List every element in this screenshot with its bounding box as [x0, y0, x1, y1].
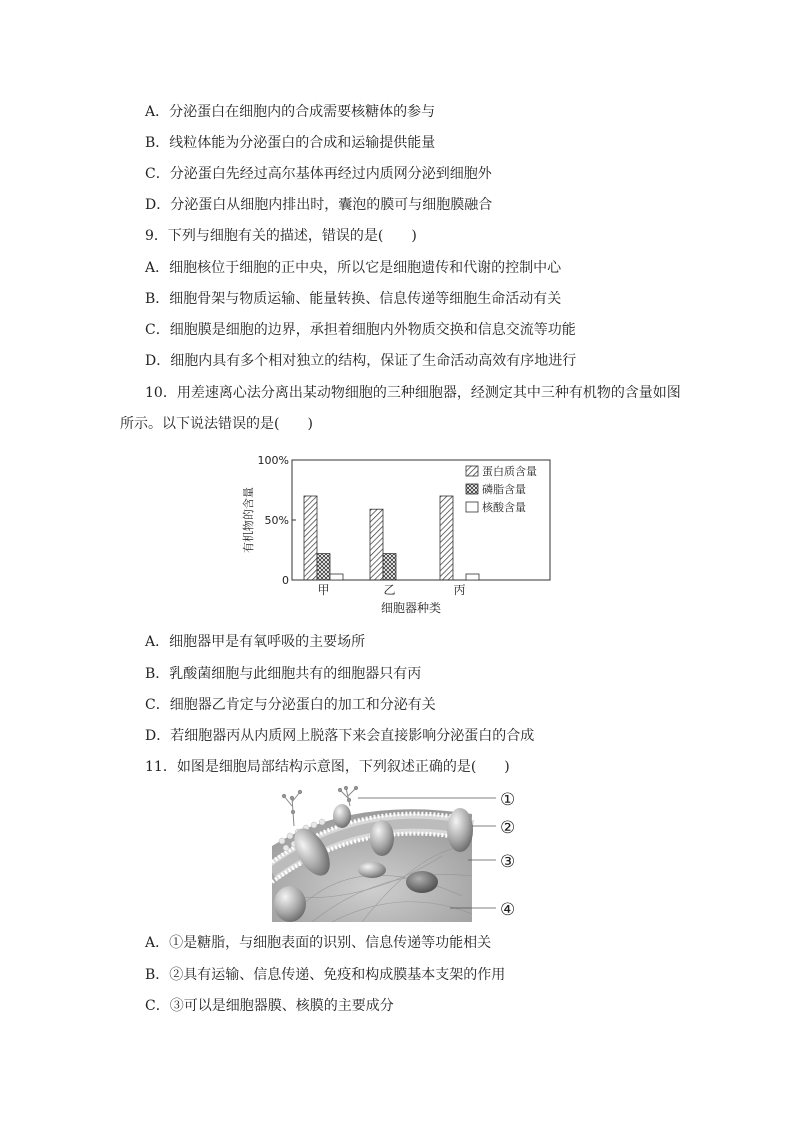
membrane-protein: [370, 820, 394, 856]
x-tick-label: 乙: [383, 583, 396, 597]
q10-option-b: B．乳酸菌细胞与此细胞共有的细胞器只有丙: [145, 666, 422, 682]
chart-text: [241, 454, 466, 615]
bar-核酸含量-丙: [466, 574, 479, 580]
y-tick-label: 100%: [257, 454, 289, 467]
label-4: ④: [500, 900, 516, 920]
label-2: ②: [500, 818, 516, 838]
membrane-protein: [333, 804, 351, 828]
legend-swatch: [466, 466, 478, 476]
q8-option-a: A．分泌蛋白在细胞内的合成需要核糖体的参与: [145, 104, 436, 120]
bar-蛋白质含量-乙: [370, 509, 383, 580]
q9-option-b: B．细胞骨架与物质运输、能量转换、信息传递等细胞生命活动有关: [145, 291, 562, 307]
membrane-protein: [274, 886, 306, 922]
bar-蛋白质含量-甲: [304, 496, 317, 580]
q10-option-c: C．细胞器乙肯定与分泌蛋白的加工和分泌有关: [145, 697, 436, 713]
q10-stem-line2: 所示。以下说法错误的是( ): [120, 416, 313, 432]
q11-option-c: C．③可以是细胞器膜、核膜的主要成分: [145, 998, 394, 1014]
cell-membrane-diagram: [272, 786, 532, 922]
bar-蛋白质含量-丙: [440, 496, 453, 580]
q10-option-a: A．细胞器甲是有氧呼吸的主要场所: [145, 634, 366, 650]
q9-option-a: A．细胞核位于细胞的正中央，所以它是细胞遗传和代谢的控制中心: [145, 260, 562, 276]
label-1: ①: [500, 790, 516, 810]
q11-stem: 11．如图是细胞局部结构示意图，下列叙述正确的是( ): [145, 759, 510, 775]
label-3: ③: [500, 852, 516, 872]
q10-option-d: D．若细胞器丙从内质网上脱落下来会直接影响分泌蛋白的合成: [145, 728, 535, 744]
membrane-protein: [447, 808, 473, 852]
q8-option-c: C．分泌蛋白先经过高尔基体再经过内质网分泌到细胞外: [145, 166, 492, 182]
q10-stem-line1: 10．用差速离心法分离出某动物细胞的三种细胞器，经测定其中三种有机物的含量如图: [145, 385, 681, 401]
y-tick-label: 0: [282, 574, 289, 587]
q9-option-c: C．细胞膜是细胞的边界，承担着细胞内外物质交换和信息交流等功能: [145, 322, 576, 338]
q9-option-d: D．细胞内具有多个相对独立的结构，保证了生命活动高效有序地进行: [145, 353, 577, 369]
chart-legend: [466, 464, 537, 514]
legend-label: 核酸含量: [482, 501, 526, 514]
y-axis-label: 有机物的含量: [242, 487, 255, 553]
plot-frame: [292, 460, 550, 580]
bar-核酸含量-甲: [330, 574, 343, 580]
q9-stem: 9．下列与细胞有关的描述，错误的是( ): [145, 228, 417, 244]
y-tick-label: 50%: [264, 514, 289, 527]
membrane-protein: [358, 862, 386, 878]
q11-option-b: B．②具有运输、信息传递、免疫和构成膜基本支架的作用: [145, 967, 506, 983]
x-axis-label: 细胞器种类: [380, 601, 442, 615]
legend-label: 磷脂含量: [482, 483, 526, 496]
chart-axes: [292, 460, 550, 580]
bar-磷脂含量-甲: [317, 554, 330, 580]
organelle-bar-chart: [240, 448, 570, 620]
organelle: [406, 871, 438, 893]
legend-swatch: [466, 502, 478, 512]
q8-option-d: D．分泌蛋白从细胞内排出时，囊泡的膜可与细胞膜融合: [145, 197, 493, 213]
x-tick-label: 甲: [317, 583, 330, 597]
legend-swatch: [466, 484, 478, 494]
bar-磷脂含量-乙: [383, 554, 396, 580]
q8-option-b: B．线粒体能为分泌蛋白的合成和运输提供能量: [145, 135, 436, 151]
chart-bars: [304, 496, 479, 580]
q11-option-a: A．①是糖脂，与细胞表面的识别、信息传递等功能相关: [145, 935, 492, 951]
x-tick-label: 丙: [453, 583, 466, 597]
legend-label: 蛋白质含量: [482, 465, 537, 478]
